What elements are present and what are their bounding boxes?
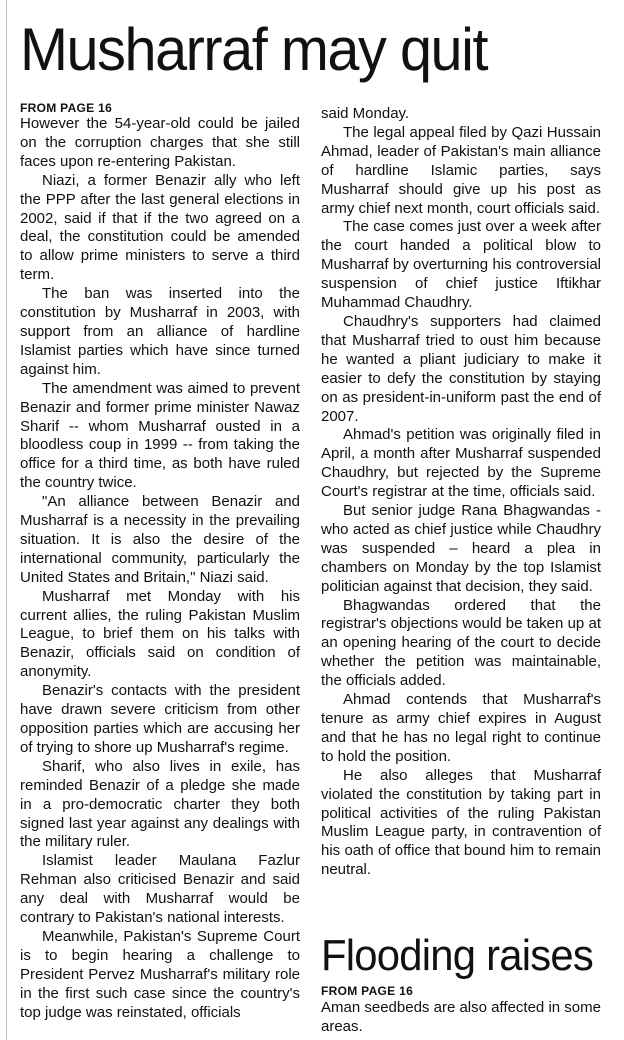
second-article-body [321,984,601,1037]
paragraph: Bhagwandas ordered that the registrar's objections would be taken up at an opening hearing of the court to decide whether the petition was maintainable, the officials added. [321,596,601,690]
paragraph: Meanwhile, Pakistan's Supreme Court is to begin hearing a challenge to President Pervez Musharraf's military role in the first such case since the country's top judge was reinstated, officials [20,927,300,1021]
article-headline: Musharraf may quit [20,16,488,83]
paragraph: The amendment was aimed to prevent Benazir and former prime minister Nawaz Sharif -- whom Musharraf ousted in a bloodless coup in 1999 -- from taking the office for a third time, as both have ruled the country twice. [20,379,300,492]
paragraph: Ahmad contends that Musharraf's tenure as army chief expires in August and that he has no legal right to continue to hold the position. [321,691,601,765]
paragraph: The case comes just over a week after the court handed a political blow to Musharraf by overturning his controversial suspension of chief justice Iftikhar Muhammad Chaudhry. [321,218,601,312]
paragraph: The ban was inserted into the constitution by Musharraf in 2003, with support from an alliance of hardline Islamist parties which have since turned against him. [20,285,300,378]
paragraph: But senior judge Rana Bhagwandas - who acted as chief justice while Chaudhry was suspended – heard a plea in chambers on Monday by the top Islamist politician against that decision, they said. [321,502,601,595]
article-dateline: FROM PAGE 16 [20,101,113,115]
paragraph: The legal appeal filed by Qazi Hussain Ahmad, leader of Pakistan's main alliance of hardline Islamic parties, says Musharraf should give up his post as army chief next month, court officials said. [321,123,601,217]
paragraph: Sharif, who also lives in exile, has reminded Benazir of a pledge she made in a pro-democratic charter they both signed last year against any dealings with the military ruler. [20,757,300,851]
paragraph: Benazir's contacts with the president have drawn severe criticism from other opposition parties which are accusing her of trying to shore up Musharraf's regime. [20,682,300,756]
paragraph: Niazi, a former Benazir ally who left the PPP after the last general elections in 2002, said if that if the two agreed on a deal, the constitution could be amended to allow prime ministers to serve a third term. [20,171,300,284]
paragraph: Islamist leader Maulana Fazlur Rehman also criticised Benazir and said any deal with Musharraf would be contrary to Pakistan's national interests. [20,852,300,927]
paragraph: Chaudhry's supporters had claimed that Musharraf tried to oust him because he wanted a pliant judiciary to make it easier to defy the constitution by staying on as president-in-uniform past the end of 2007. [321,312,601,425]
second-article-dateline: FROM PAGE 16 [321,984,414,998]
column-rule [6,0,7,1040]
article-left-column [20,101,300,1023]
paragraph: "An alliance between Benazir and Musharraf is a necessity in the prevailing situation. It is also the desire of the international community, particularly the United States and Britain," Niazi said. [20,493,300,586]
paragraph: Ahmad's petition was originally filed in April, a month after Musharraf suspended Chaudhry, but rejected by the Supreme Court's registrar at the time, officials said. [321,426,601,501]
second-article-headline: Flooding raises [321,931,594,980]
paragraph: Musharraf met Monday with his current allies, the ruling Pakistan Muslim League, to brief them on his talks with Benazir, officials said on condition of anonymity. [20,587,300,681]
paragraph-continuation: said Monday. [321,105,410,122]
paragraph: However the 54-year-old could be jailed on the corruption charges that she still faces upon re-entering Pakistan. [20,115,300,170]
paragraph: Aman seedbeds are also affected in some areas. [321,999,601,1035]
article-right-column [321,105,601,880]
paragraph: He also alleges that Musharraf violated the constitution by taking part in political activities of the ruling Pakistan Muslim League party, in contravention of his oath of office that bound him to remain neutral. [321,766,601,879]
